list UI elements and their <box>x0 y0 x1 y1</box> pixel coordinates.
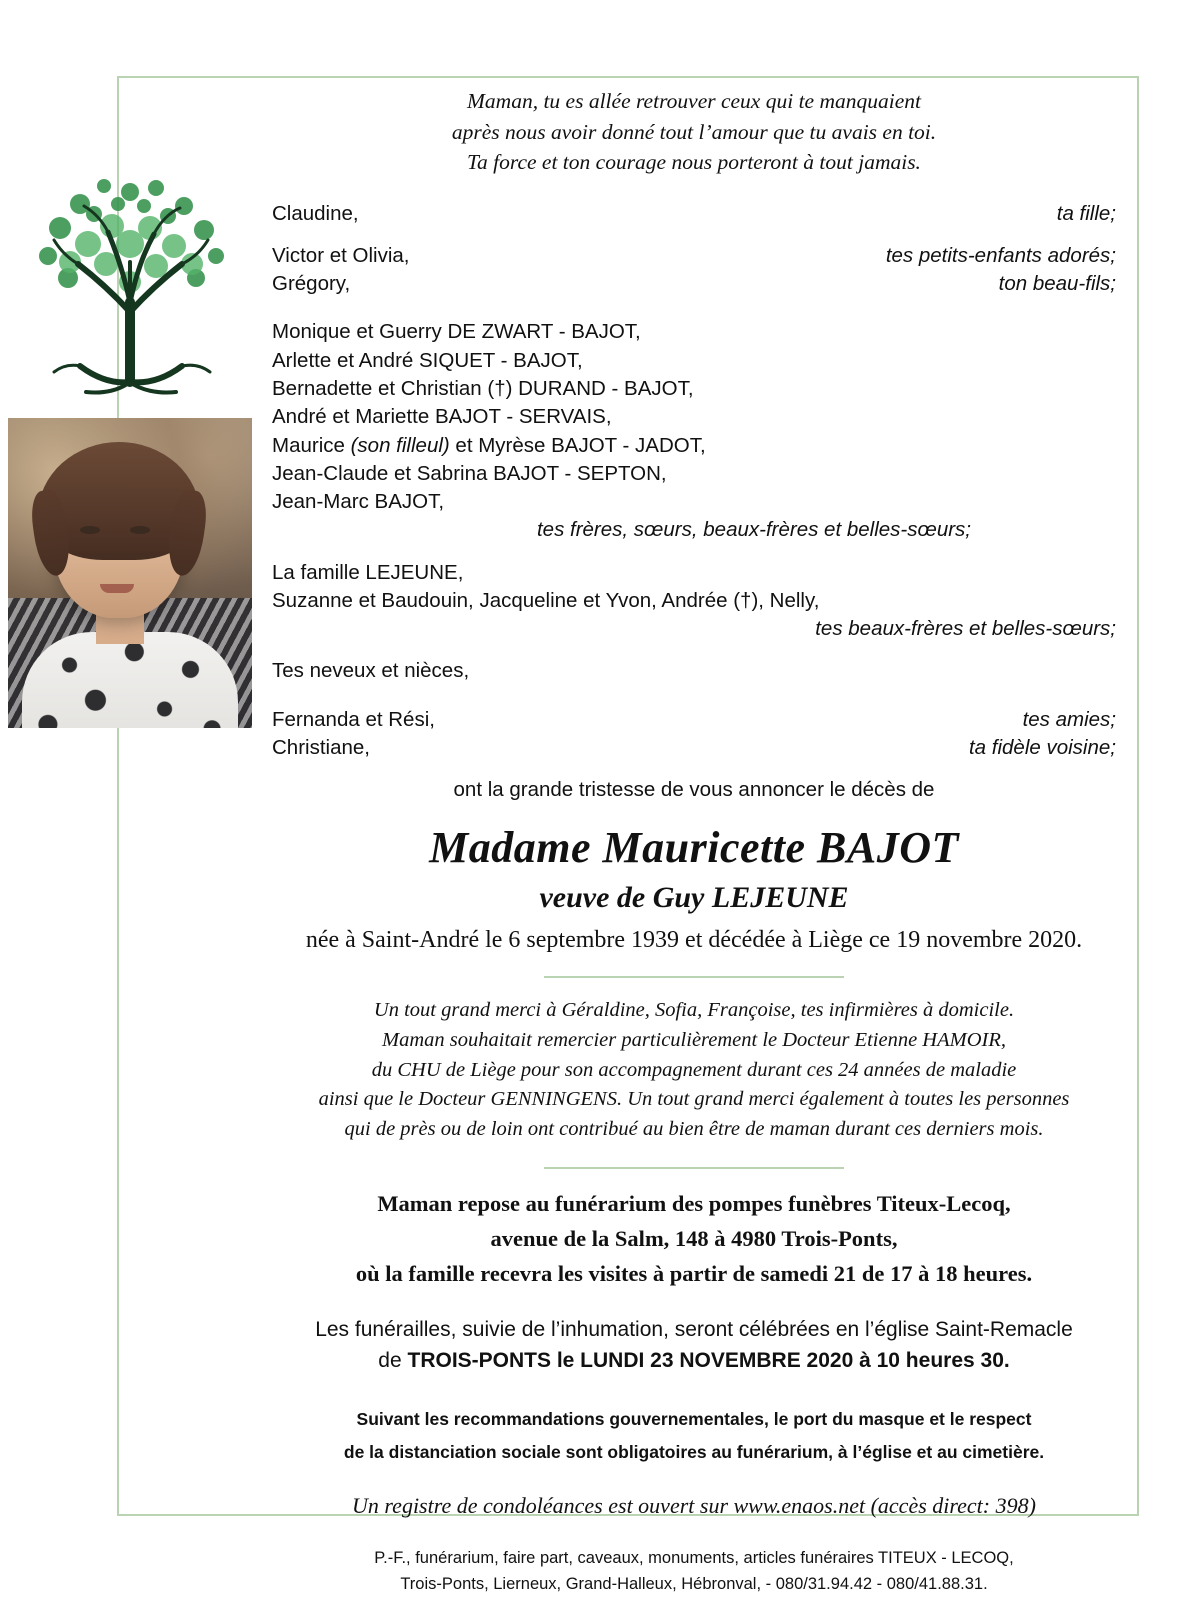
family-name: Victor et Olivia, <box>272 243 410 267</box>
family-relation: ton beau-fils; <box>998 272 1116 296</box>
sibling-line: Arlette et André SIQUET - BAJOT, <box>272 348 583 372</box>
lejeune-caption: tes beaux-frères et belles-sœurs; <box>815 617 1116 641</box>
deceased-dates: née à Saint-André le 6 septembre 1939 et décédée à Liège ce 19 novembre 2020. <box>305 927 1083 954</box>
announcement-content <box>272 86 1116 1598</box>
sibling-line: Monique et Guerry DE ZWART - BAJOT, <box>272 320 641 344</box>
funeral-home-block <box>272 1187 1116 1292</box>
family-relation: ta fille; <box>1056 201 1116 225</box>
thanks-line-2: Maman souhaitait remercier particulièrement le Docteur Etienne HAMOIR, <box>382 1029 1006 1052</box>
poem-line-3: Ta force et ton courage nous porteront à tout jamais. <box>467 150 921 175</box>
nephews-line: Tes neveux et nièces, <box>272 659 470 683</box>
family-relation: tes petits-enfants adorés; <box>885 243 1116 267</box>
neighbour-relation: ta fidèle voisine; <box>968 736 1116 760</box>
divider-top <box>544 976 844 978</box>
footer-line-1: P.-F., funérarium, faire part, caveaux, monuments, articles funéraires TITEUX - LECOQ, <box>374 1549 1014 1568</box>
sibling-line: André et Mariette BAJOT - SERVAIS, <box>272 405 612 429</box>
family-row-grandchildren <box>272 242 1116 270</box>
ceremony-prefix: de <box>378 1349 408 1373</box>
poem-line-2: après nous avoir donné tout l’amour que tu avais en toi. <box>451 119 937 144</box>
neighbour-row <box>272 734 1116 762</box>
thanks-line-1: Un tout grand merci à Géraldine, Sofia, Françoise, tes infirmières à domicile. <box>373 999 1015 1022</box>
covid-notice <box>272 1403 1116 1470</box>
godson-note: (son filleul) <box>350 433 450 457</box>
lejeune-members-line: Suzanne et Baudouin, Jacqueline et Yvon, Andrée (†), Nelly, <box>272 588 820 612</box>
covid-line-2: de la distanciation sociale sont obligatoires au funérarium, à l’église et au cimetière. <box>343 1441 1045 1462</box>
godson-suffix: et Myrèse BAJOT - JADOT, <box>449 433 706 457</box>
thanks-line-3: du CHU de Liège pour son accompagnement durant ces 24 années de maladie <box>371 1058 1017 1081</box>
portrait-photo <box>8 418 252 728</box>
lejeune-family-line: La famille LEJEUNE, <box>272 560 464 584</box>
funeral-home-line-1: Maman repose au funérarium des pompes funèbres Titeux-Lecoq, <box>377 1190 1011 1216</box>
sibling-line: Bernadette et Christian (†) DURAND - BAJOT, <box>272 376 694 400</box>
godson-prefix: Maurice <box>272 433 351 457</box>
family-name: Claudine, <box>272 201 359 225</box>
ceremony-line-2 <box>272 1345 1116 1377</box>
sibling-line: Jean-Claude et Sabrina BAJOT - SEPTON, <box>272 461 667 485</box>
sibling-line: Jean-Marc BAJOT, <box>272 490 445 514</box>
sibling-line-godson <box>272 432 1116 460</box>
family-name: Grégory, <box>272 272 351 296</box>
family-row-daughter <box>272 200 1116 228</box>
funeral-home-line-3: où la famille recevra les visites à partir de samedi 21 de 17 à 18 heures. <box>355 1260 1033 1286</box>
ceremony-datetime: TROIS-PONTS le LUNDI 23 NOVEMBRE 2020 à 10 heures 30. <box>407 1349 1010 1373</box>
poem-line-1: Maman, tu es allée retrouver ceux qui te manquaient <box>467 89 921 113</box>
friends-row <box>272 706 1116 734</box>
deceased-spouse: veuve de Guy LEJEUNE <box>539 881 849 915</box>
neighbour-name: Christiane, <box>272 736 370 760</box>
ceremony-block <box>272 1314 1116 1377</box>
covid-line-1: Suivant les recommandations gouvernementales, le port du masque et le respect <box>356 1408 1032 1429</box>
deceased-name: Madame Mauricette BAJOT <box>429 823 959 873</box>
announcement-sentence: ont la grande tristesse de vous annoncer le décès de <box>453 778 935 802</box>
funeral-director-footer <box>272 1545 1116 1598</box>
tree-of-life-icon <box>8 152 252 396</box>
condolence-registry: Un registre de condoléances est ouvert sur www.enaos.net (accès direct: 398) <box>352 1493 1036 1519</box>
funeral-home-line-2: avenue de la Salm, 148 à 4980 Trois-Ponts, <box>490 1225 898 1251</box>
divider-bottom <box>544 1167 844 1169</box>
friend-relation: tes amies; <box>1022 707 1116 731</box>
footer-line-2: Trois-Ponts, Lierneux, Grand-Halleux, Hébronval, - 080/31.94.42 - 080/41.88.31. <box>400 1575 988 1594</box>
siblings-caption: tes frères, sœurs, beaux-frères et belles-sœurs; <box>536 518 972 542</box>
family-row-stepson <box>272 270 1116 298</box>
poem <box>272 86 1116 178</box>
family-list <box>272 200 1116 763</box>
thanks-line-5: qui de près ou de loin ont contribué au bien être de maman durant ces derniers mois. <box>344 1118 1044 1141</box>
thanks-block <box>272 996 1116 1145</box>
friend-name: Fernanda et Rési, <box>272 707 435 731</box>
ceremony-line-1: Les funérailles, suivie de l’inhumation, seront célébrées en l’église Saint-Remacle <box>315 1317 1073 1341</box>
thanks-line-4: ainsi que le Docteur GENNINGENS. Un tout grand merci également à toutes les personnes <box>318 1088 1070 1111</box>
